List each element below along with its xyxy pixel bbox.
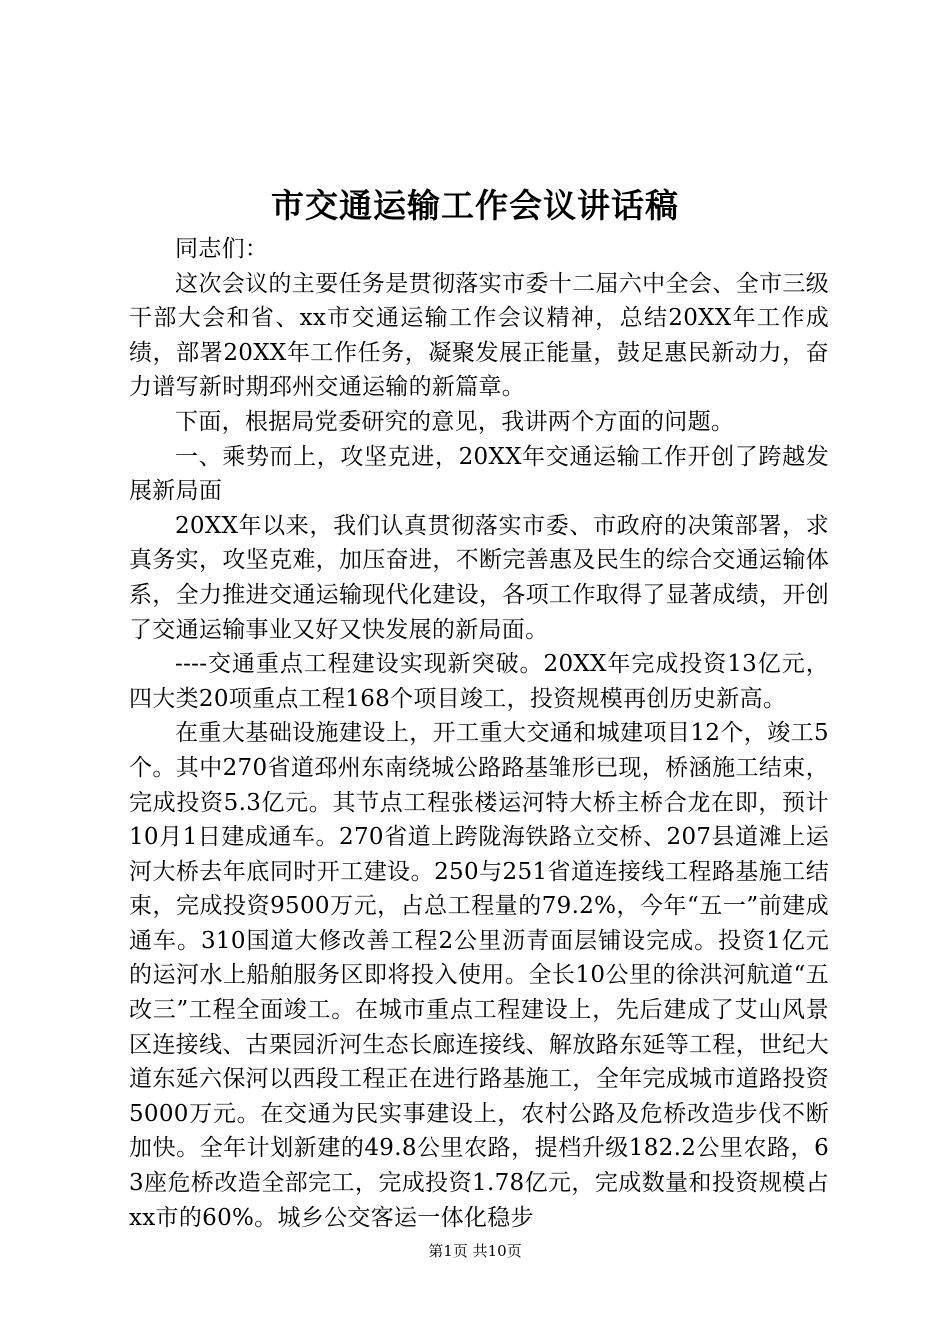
intro-paragraph: 这次会议的主要任务是贯彻落实市委十二届六中全会、全市三级干部大会和省、xx市交通运输工作会议精神，总结20XX年工作成绩，部署20XX年工作任务，凝聚发展正能量，鼓足惠民新动力，奋力谱写新时期邳州交通运输的新篇章。	[129, 270, 829, 401]
document-body	[129, 232, 829, 1235]
infrastructure-paragraph: 在重大基础设施建设上，开工重大交通和城建项目12个，竣工5个。其中270省道邳州东南绕城公路路基雏形已现，桥涵施工结束，完成投资5.3亿元。其节点工程张楼运河特大桥主桥合龙在即，预计10月1日建成通车。270省道上跨陇海铁路立交桥、207县道滩上运河大桥去年底同时开工建设。250与251省道连接线工程路基施工结束，完成投资9500万元，占总工程量的79.2%，今年“五一”前建成通车。310国道大修改善工程2公里沥青面层铺设完成。投资1亿元的运河水上船舶服务区即将投入使用。全长10公里的徐洪河航道“五改三”工程全面竣工。在城市重点工程建设上，先后建成了艾山风景区连接线、古栗园沂河生态长廊连接线、解放路东延等工程，世纪大道东延六保河以西段工程正在进行路基施工，全年完成城市道路投资5000万元。在交通为民实事建设上，农村公路及危桥改造步伐不断加快。全年计划新建的49.8公里农路，提档升级182.2公里农路，63座危桥改造全部完工，完成投资1.78亿元，完成数量和投资规模占xx市的60%。城乡公交客运一体化稳步	[129, 720, 829, 1231]
outline-paragraph: 下面，根据局党委研究的意见，我讲两个方面的问题。	[175, 408, 735, 435]
document-title: 市交通运输工作会议讲话稿	[271, 186, 679, 225]
section-heading-1: 一、乘势而上，攻坚克进，20XX年交通运输工作开创了跨越发展新局面	[129, 443, 829, 505]
salutation-paragraph: 同志们：	[175, 236, 269, 262]
page-number-footer: 第1页 共10页	[428, 1242, 522, 1260]
key-projects-paragraph: ----交通重点工程建设实现新突破。20XX年完成投资13亿元，四大类20项重点工程168个项目竣工，投资规模再创历史新高。	[129, 651, 829, 712]
summary-paragraph: 20XX年以来，我们认真贯彻落实市委、市政府的决策部署，求真务实，攻坚克难，加压奋进，不断完善惠及民生的综合交通运输体系，全力推进交通运输现代化建设，各项工作取得了显著成绩，开创了交通运输事业又好又快发展的新局面。	[129, 512, 829, 643]
